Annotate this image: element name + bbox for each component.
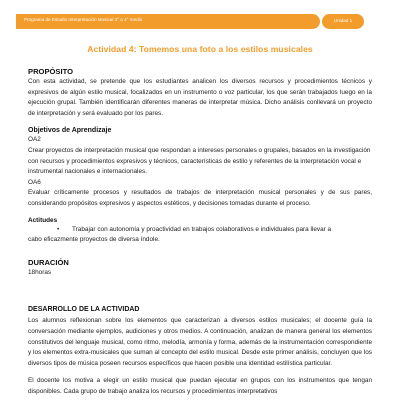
proposito-heading: PROPÓSITO: [28, 67, 74, 76]
section-duracion: [28, 258, 372, 279]
proposito-text: Con esta actividad, se pretende que los estudiantes analicen los diversos recursos y procedimientos técnicos y expresivos de algún estilo musical, focalizados en un instrumento o voz particular, los que serán trabajados luego en la ejecución grupal. También identificarán diferentes maneras de interpretar música. Dicho análisis conllevará un proyecto de interpretación y será evaluado por los pares.: [28, 78, 372, 117]
desarrollo-heading: DESARROLLO DE LA ACTIVIDAD: [28, 306, 140, 314]
oa-text: Crear proyectos de interpretación musical que respondan a intereses personales o grupales, basados en la investigación con recursos y procedimientos expresivos y técnicos, características de estilo y referentes de la interpretación vocal e instrumental nacionales e internacionales.: [28, 146, 371, 176]
program-title: Programa de Estudio Interpretación Musical 3° a 4° medio: [24, 17, 143, 22]
program-header-bar: [16, 14, 320, 29]
section-objetivos: [28, 127, 372, 209]
actitudes-heading: Actitudes: [28, 216, 58, 224]
actitud-text: Trabajar con autonomía y proactividad en trabajos colaborativos e individuales para llevar a: [72, 225, 332, 233]
document-body: [28, 44, 372, 397]
unit-label: Unidad 1: [333, 17, 353, 23]
section-proposito: [28, 67, 372, 119]
objetivos-heading: Objetivos de Aprendizaje: [28, 127, 112, 135]
actitud-item: [28, 225, 372, 236]
duracion-heading: DURACIÓN: [28, 257, 69, 267]
oa-code: OA6: [28, 178, 41, 186]
unit-badge: [322, 14, 364, 29]
oa-text: Evaluar críticamente procesos y resultados de trabajos de interpretación musical personales y de sus pares, considerando propósitos expresivos y aspectos estéticos, y decisiones tomadas durante el proceso.: [28, 189, 372, 207]
oa-code: OA2: [28, 136, 41, 144]
desarrollo-paragraph: Los alumnos reflexionan sobre los elementos que caracterizan a diversos estilos musicales; el docente guía la conversación mediante ejemplos, audiciones y otros medios. A continuación, analizan de manera general los elementos constitutivos del lenguaje musical, como ritmo, melodía, armonía y forma, además de la instrumentación correspondiente y los elementos extra-musicales que suman al concepto del estilo musical. Desde este primer análisis, concluyen que los diversos tipos de música poseen recursos específicos que hacen posible una identidad estilística particular.: [28, 317, 372, 367]
duracion-value: 18horas: [28, 268, 52, 276]
actitud-text-continued: cabo eficazmente proyectos de diversa índole.: [28, 236, 160, 244]
bullet-icon: •: [57, 225, 60, 233]
section-desarrollo: [28, 306, 372, 397]
section-actitudes: [28, 217, 372, 246]
desarrollo-paragraph: El docente los motiva a elegir un estilo musical que puedan ejecutar en grupos con los instrumentos que tengan disponibles. Cada grupo de trabajo analiza los recursos y procedimientos interpretativos: [28, 377, 372, 395]
page-title: Actividad 4: Tomemos una foto a los estilos musicales: [87, 44, 313, 54]
